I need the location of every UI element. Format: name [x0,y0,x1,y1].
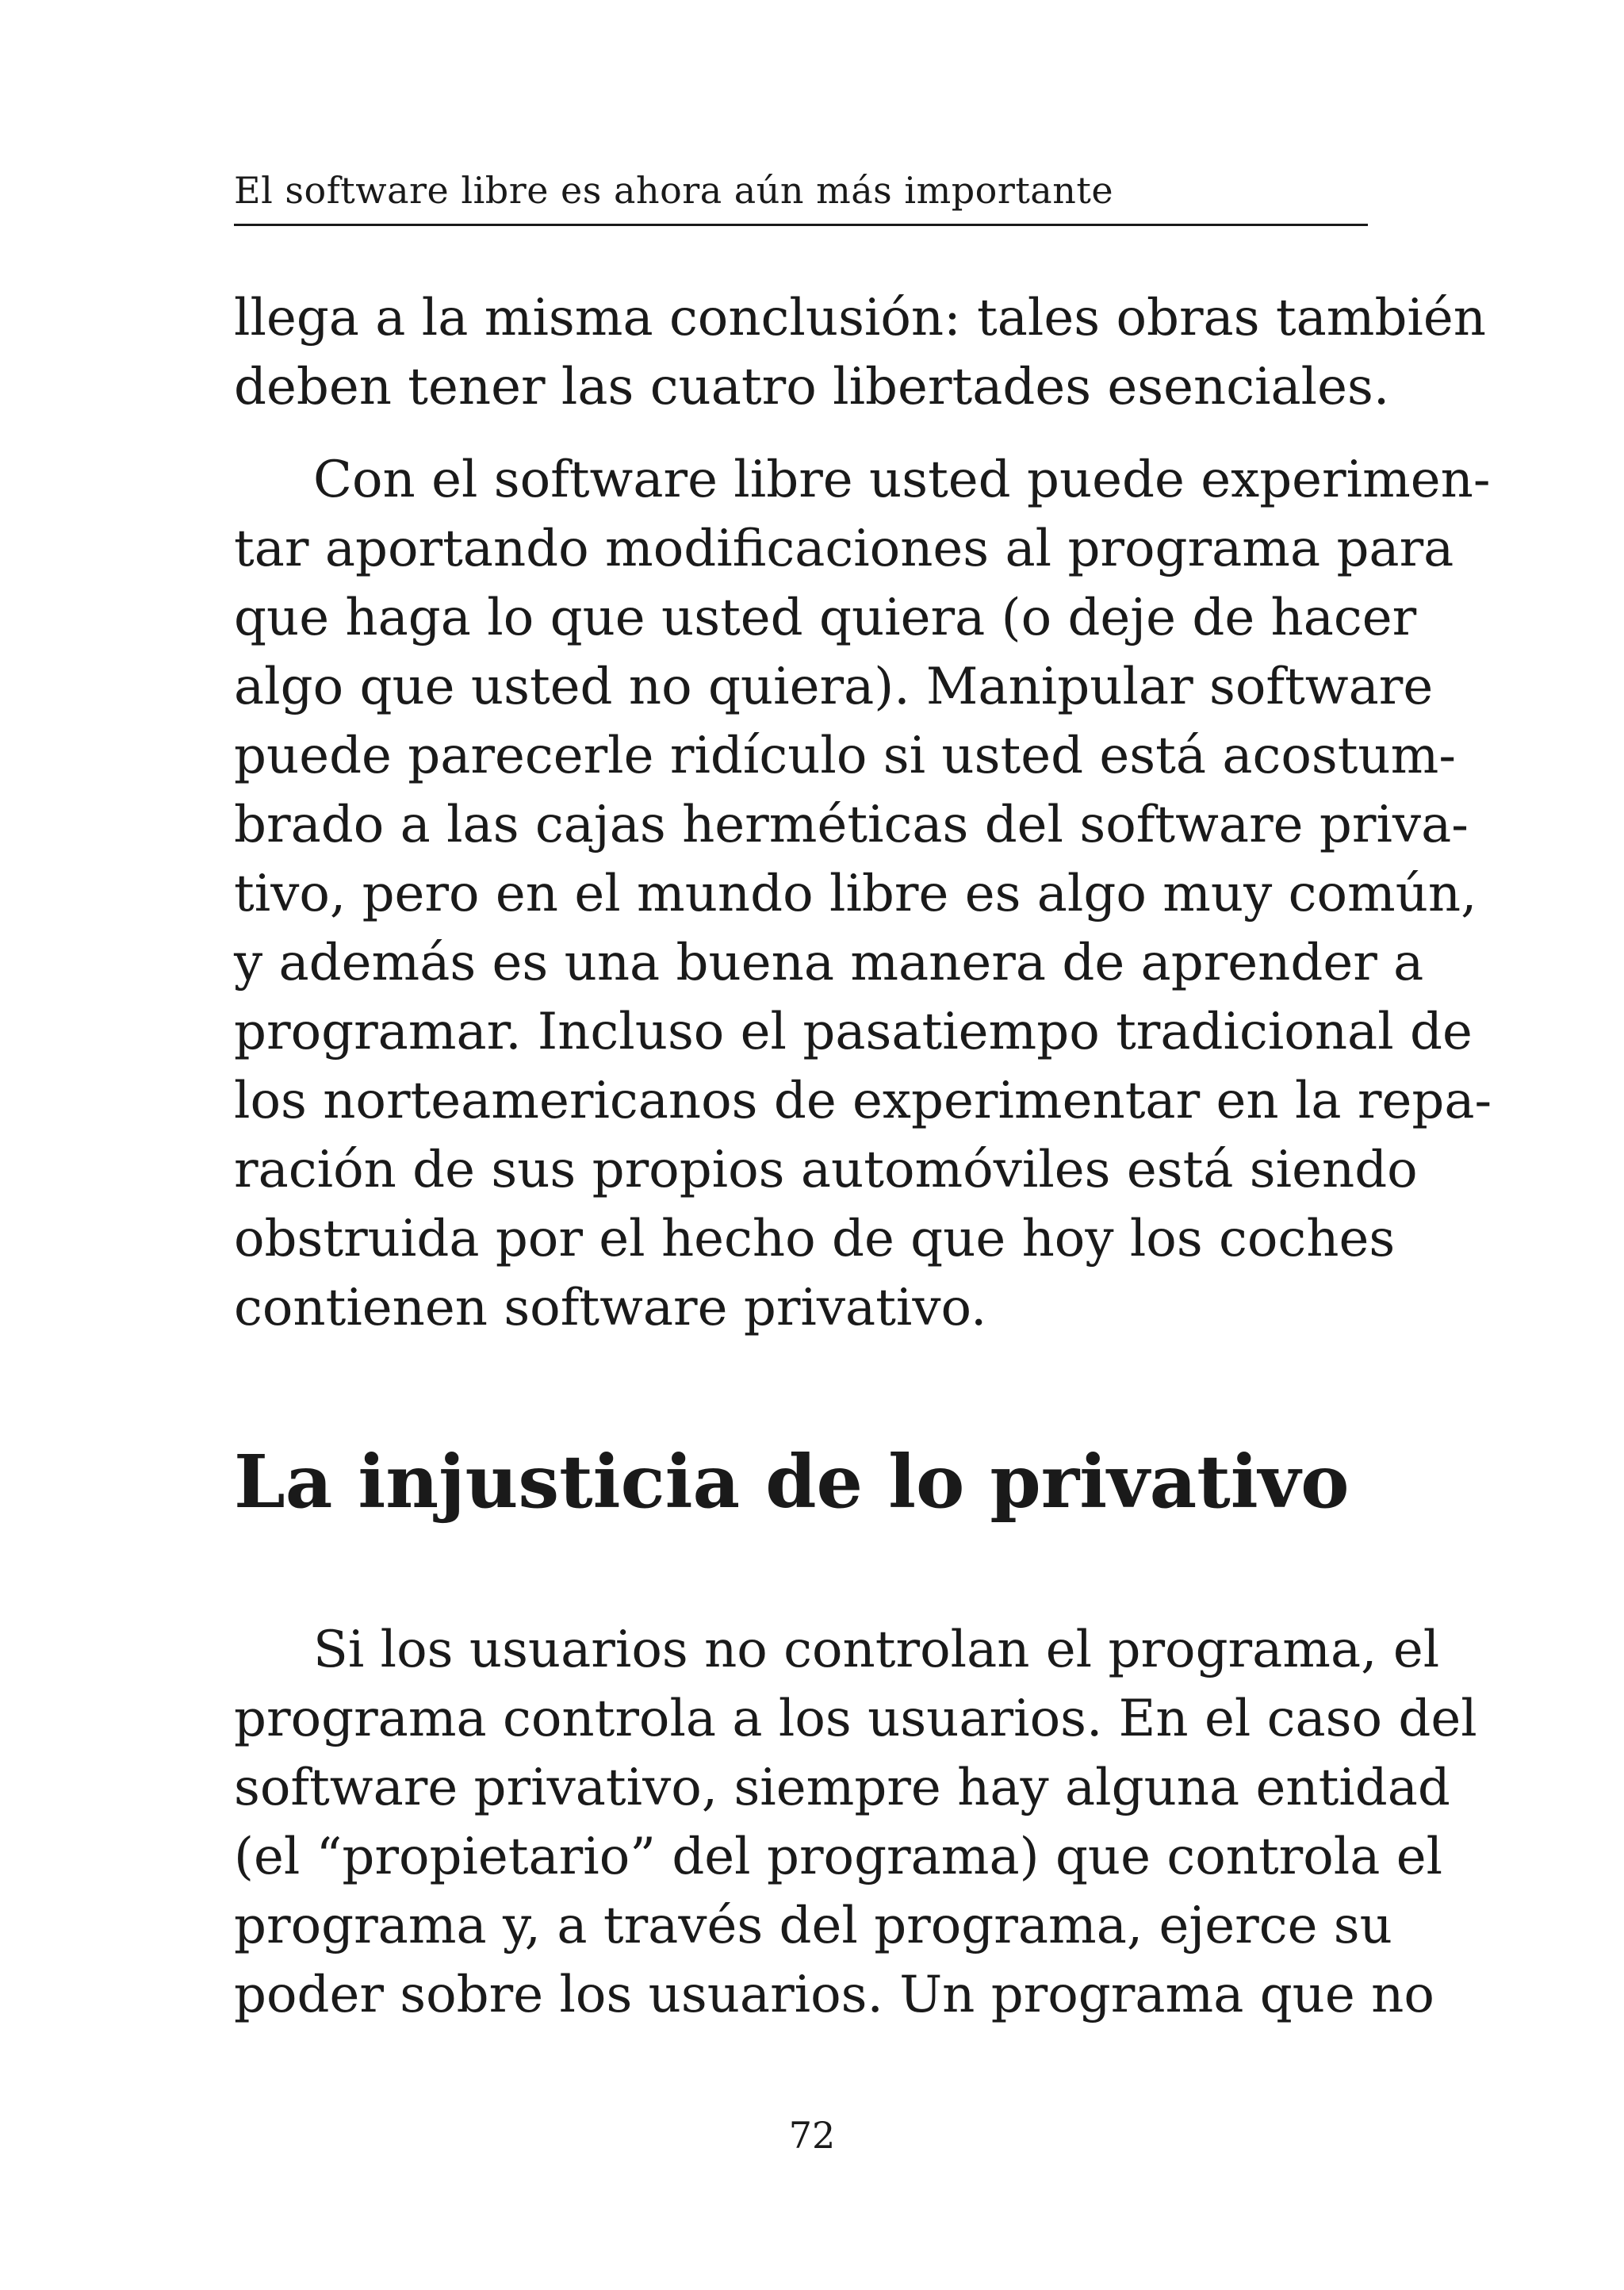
text-line: brado a las cajas herméticas del software priva- [234,796,1469,854]
continuation-paragraph [234,284,1486,422]
text-line: Si los usuarios no controlan el programa, el [313,1621,1440,1679]
text-line: tivo, pero en el mundo libre es algo muy común, [234,865,1477,923]
paragraph-injustice [234,1616,1477,2030]
text-line: programa y, a través del programa, ejerce su [234,1897,1392,1955]
text-line: software privativo, siempre hay alguna entidad [234,1759,1450,1817]
section-heading: La injusticia de lo privativo [234,1439,1350,1525]
text-line: (el “propietario” del programa) que controla el [234,1828,1443,1886]
text-line: y además es una buena manera de aprender a [234,934,1424,992]
text-line: poder sobre los usuarios. Un programa que no [234,1966,1434,2024]
running-header: El software libre es ahora aún más importante [234,167,1368,226]
text-line: algo que usted no quiera). Manipular software [234,658,1434,716]
text-line: Con el software libre usted puede experimen- [313,451,1491,509]
text-line: llega a la misma conclusión: tales obras también [234,289,1486,347]
text-line: obstruida por el hecho de que hoy los coches [234,1210,1396,1268]
text-line: los norteamericanos de experimentar en la repa- [234,1072,1492,1130]
text-line: que haga lo que usted quiera (o deje de hacer [234,589,1417,647]
text-line: deben tener las cuatro libertades esenciales. [234,358,1390,416]
page-number: 72 [788,2114,836,2157]
text-line: contienen software privativo. [234,1279,987,1337]
text-line: programar. Incluso el pasatiempo tradicional de [234,1003,1473,1061]
text-line: programa controla a los usuarios. En el caso del [234,1690,1477,1748]
text-line: tar aportando modificaciones al programa para [234,520,1454,578]
text-line: puede parecerle ridículo si usted está acostum- [234,727,1456,785]
paragraph-experimenting [234,446,1492,1343]
text-line: ración de sus propios automóviles está siendo [234,1141,1418,1199]
